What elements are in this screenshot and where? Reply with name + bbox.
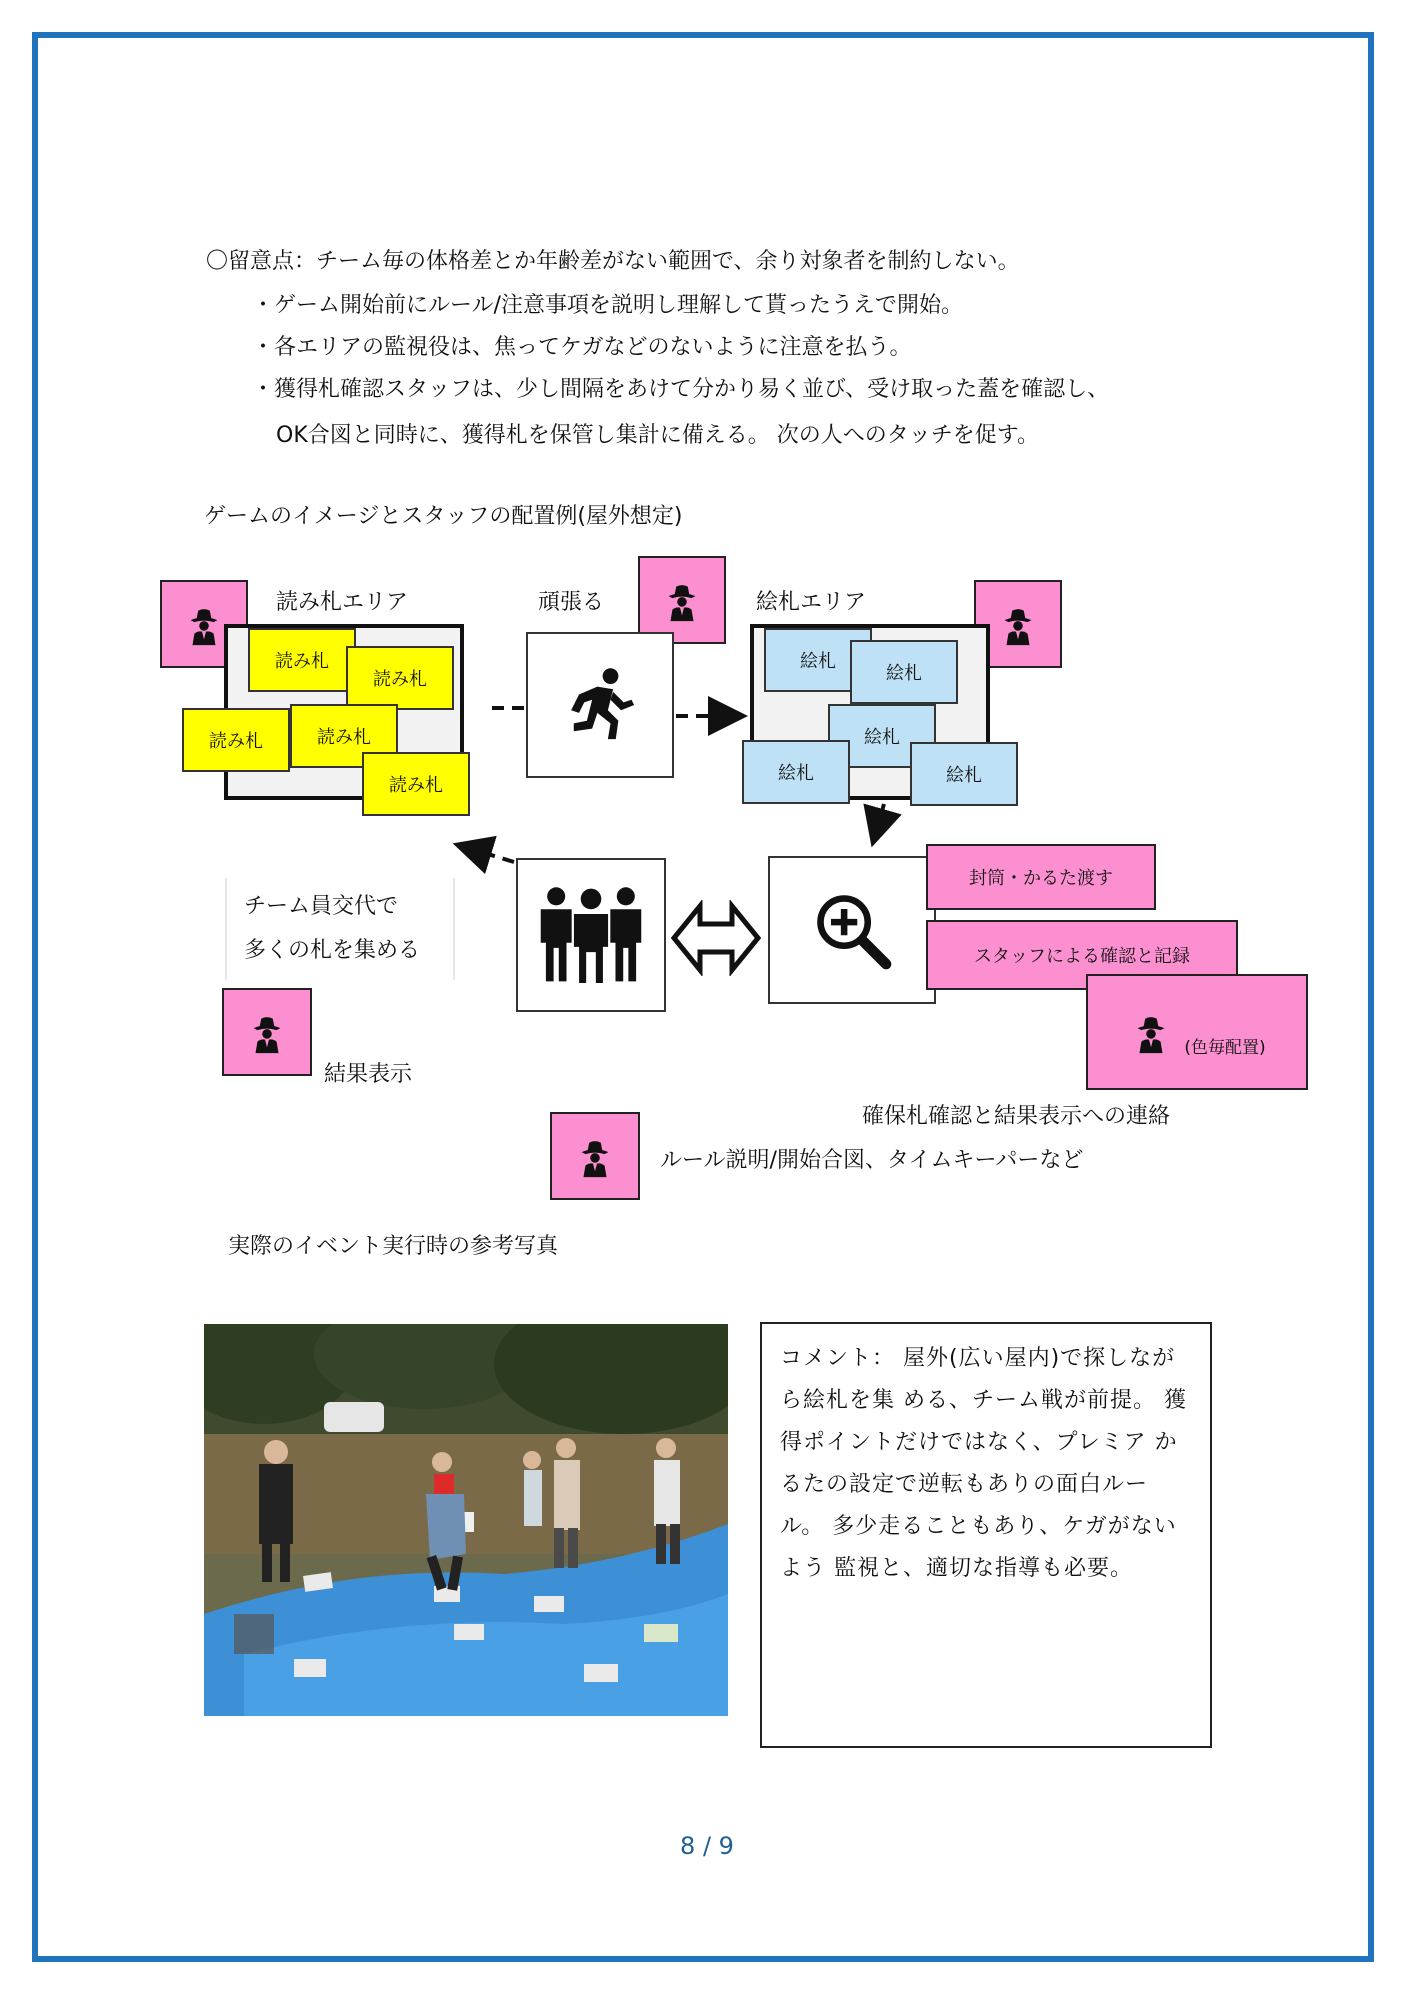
e-card: 絵札 xyxy=(764,628,872,692)
team-text: チーム員交代で xyxy=(244,894,399,919)
team-group-icon xyxy=(533,883,649,987)
result-label: 結果表示 xyxy=(324,1062,413,1087)
e-card: 絵札 xyxy=(910,742,1018,806)
comment-box xyxy=(760,1322,1212,1748)
comment-line: コメント： 屋外(広い屋内)で探しなが xyxy=(780,1346,1176,1371)
yomi-card: 読み札 xyxy=(290,704,398,768)
check-box xyxy=(768,856,936,1004)
staff-cowboy-icon xyxy=(244,1009,290,1055)
envelope-box: 封筒・かるた渡す xyxy=(926,844,1156,910)
comment-line: ル。 多少走ることもあり、ケガがない xyxy=(780,1514,1177,1539)
comment-line: ら絵札を集 める、チーム戦が前提。 獲 xyxy=(780,1388,1187,1413)
staff-badge xyxy=(222,988,312,1076)
photo-section-title: 実際のイベント実行時の参考写真 xyxy=(228,1234,559,1259)
notes-heading: 〇留意点：チーム毎の体格差とか年齢差がない範囲で、余り対象者を制約しない。 xyxy=(206,249,1020,274)
ganbaru-label: 頑張る xyxy=(538,590,605,615)
yomi-area-label: 読み札エリア xyxy=(276,590,409,615)
e-card: 絵札 xyxy=(742,740,850,804)
rules-label: ルール説明/開始合図、タイムキーパーなど xyxy=(660,1148,1084,1173)
notes-line: OK合図と同時に、獲得札を保管し集計に備える。 次の人へのタッチを促す。 xyxy=(276,423,1039,448)
team-box xyxy=(516,858,666,1012)
yomi-card: 読み札 xyxy=(362,752,470,816)
yomi-card: 読み札 xyxy=(182,708,290,772)
team-text: 多くの札を集める xyxy=(244,938,421,963)
page-number: 8 / 9 xyxy=(680,1832,734,1860)
diagram-title: ゲームのイメージとスタッフの配置例(屋外想定) xyxy=(204,504,683,529)
notes-line: ・各エリアの監視役は、焦ってケガなどのないように注意を払う。 xyxy=(252,335,912,360)
event-photo xyxy=(204,1324,728,1716)
yomi-card: 読み札 xyxy=(248,628,356,692)
notes-line: ・ゲーム開始前にルール/注意事項を説明し理解して貰ったうえで開始。 xyxy=(252,293,963,318)
comment-line: るたの設定で逆転もありの面白ルー xyxy=(780,1472,1149,1497)
yomi-card: 読み札 xyxy=(346,646,454,710)
notes-line: ・獲得札確認スタッフは、少し間隔をあけて分かり易く並び、受け取った蓋を確認し、 xyxy=(252,377,1110,402)
e-card: 絵札 xyxy=(850,640,958,704)
dashed-arrow xyxy=(468,848,514,862)
comment-line: よう 監視と、適切な指導も必要。 xyxy=(780,1556,1133,1581)
color-label: (色毎配置) xyxy=(1184,1037,1266,1058)
e-card: 絵札 xyxy=(828,704,936,768)
staff-record-box: スタッフによる確認と記録 xyxy=(926,920,1238,990)
staff-badge xyxy=(550,1112,640,1200)
magnify-plus-icon xyxy=(810,888,894,972)
comment-line: 得ポイントだけではなく、プレミア か xyxy=(780,1430,1178,1455)
event-photo-illustration xyxy=(204,1324,728,1716)
confirm-label: 確保札確認と結果表示への連絡 xyxy=(862,1104,1171,1129)
double-arrow-icon xyxy=(670,900,762,976)
staff-cowboy-icon xyxy=(1128,1009,1174,1055)
dashed-arrow xyxy=(876,804,884,832)
staff-cowboy-icon xyxy=(572,1133,618,1179)
color-placement-box xyxy=(1086,974,1308,1090)
e-area-label: 絵札エリア xyxy=(756,590,867,615)
